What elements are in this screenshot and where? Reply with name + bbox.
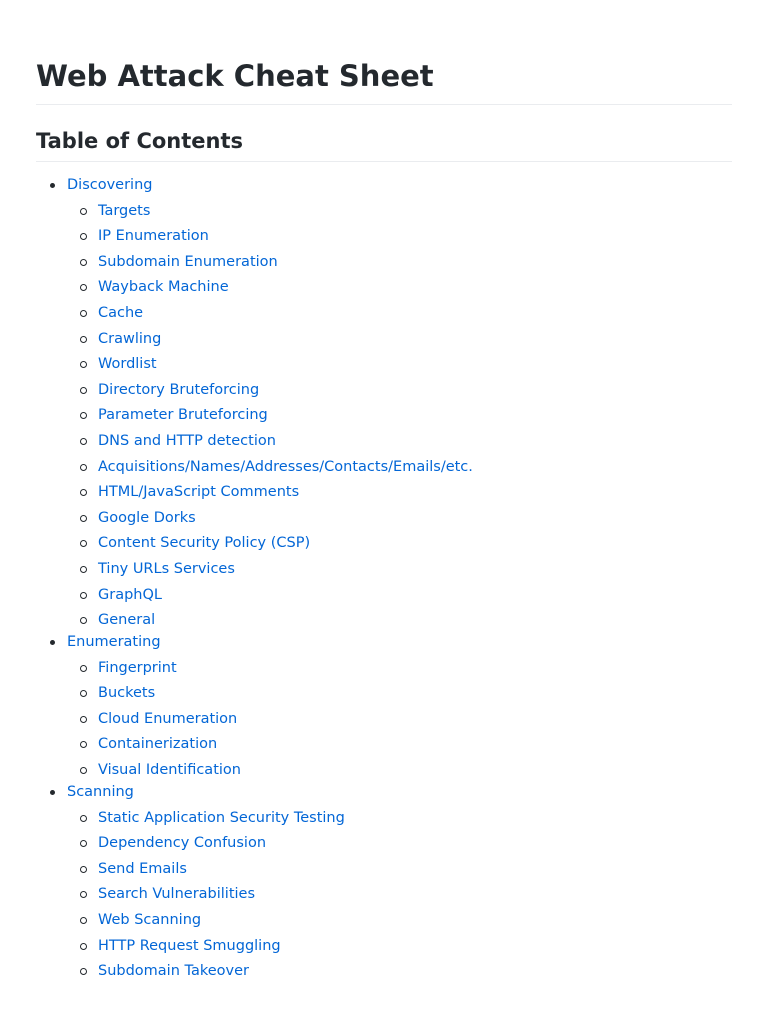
toc-subitem xyxy=(67,430,732,452)
circle-bullet-icon xyxy=(80,767,87,774)
circle-bullet-icon xyxy=(80,336,87,343)
circle-bullet-icon xyxy=(80,690,87,697)
toc-link[interactable]: Targets xyxy=(98,202,151,219)
toc-section xyxy=(36,631,732,781)
circle-bullet-icon xyxy=(80,412,87,419)
toc-subitem xyxy=(67,708,732,730)
circle-bullet-icon xyxy=(80,592,87,599)
toc-subitem xyxy=(67,832,732,854)
toc-subitem xyxy=(67,960,732,982)
toc-subitem xyxy=(67,682,732,704)
toc-subitem xyxy=(67,481,732,503)
circle-bullet-icon xyxy=(80,233,87,240)
toc-link[interactable]: Content Security Policy (CSP) xyxy=(98,535,311,552)
circle-bullet-icon xyxy=(80,515,87,522)
toc-subitem xyxy=(67,251,732,273)
toc-subitem xyxy=(67,759,732,781)
circle-bullet-icon xyxy=(80,617,87,624)
circle-bullet-icon xyxy=(80,665,87,672)
toc-link[interactable]: Crawling xyxy=(98,330,162,347)
toc-subitem xyxy=(67,807,732,829)
circle-bullet-icon xyxy=(80,259,87,266)
toc-subitem xyxy=(67,657,732,679)
circle-bullet-icon xyxy=(80,716,87,723)
toc-link-scanning[interactable]: Scanning xyxy=(67,784,134,801)
circle-bullet-icon xyxy=(80,968,87,975)
circle-bullet-icon xyxy=(80,310,87,317)
toc-link[interactable]: Buckets xyxy=(98,685,156,702)
toc-subitem xyxy=(67,558,732,580)
circle-bullet-icon xyxy=(80,840,87,847)
bullet-icon xyxy=(50,183,55,188)
toc-subitem xyxy=(67,507,732,529)
bullet-icon xyxy=(50,790,55,795)
toc-link[interactable]: Subdomain Enumeration xyxy=(98,253,278,270)
toc-link[interactable]: Tiny URLs Services xyxy=(98,560,235,577)
toc-heading: Table of Contents xyxy=(36,105,732,162)
toc-subitem xyxy=(67,609,732,631)
toc-link[interactable]: Acquisitions/Names/Addresses/Contacts/Emails/etc. xyxy=(98,458,473,475)
toc-subitem xyxy=(67,733,732,755)
toc-link[interactable]: Fingerprint xyxy=(98,659,177,676)
bullet-icon xyxy=(50,640,55,645)
toc-link[interactable]: Dependency Confusion xyxy=(98,835,267,852)
toc-link[interactable]: Wordlist xyxy=(98,356,157,373)
toc-link[interactable]: IP Enumeration xyxy=(98,228,209,245)
circle-bullet-icon xyxy=(80,943,87,950)
toc-subitem xyxy=(67,225,732,247)
toc-link[interactable]: Google Dorks xyxy=(98,509,196,526)
toc-link[interactable]: Cache xyxy=(98,304,144,321)
toc-link[interactable]: DNS and HTTP detection xyxy=(98,432,276,449)
circle-bullet-icon xyxy=(80,866,87,873)
toc-link[interactable]: Static Application Security Testing xyxy=(98,809,345,826)
toc-subitem xyxy=(67,883,732,905)
circle-bullet-icon xyxy=(80,540,87,547)
circle-bullet-icon xyxy=(80,387,87,394)
toc-link[interactable]: Send Emails xyxy=(98,860,187,877)
toc-link[interactable]: Wayback Machine xyxy=(98,279,229,296)
toc-subitem xyxy=(67,456,732,478)
page-title: Web Attack Cheat Sheet xyxy=(36,0,732,105)
circle-bullet-icon xyxy=(80,208,87,215)
toc-sublist xyxy=(67,657,732,781)
toc-link[interactable]: Containerization xyxy=(98,736,218,753)
circle-bullet-icon xyxy=(80,284,87,291)
toc-link-discovering[interactable]: Discovering xyxy=(67,177,153,193)
toc-section xyxy=(36,174,732,631)
toc-subitem xyxy=(67,353,732,375)
toc-link[interactable]: General xyxy=(98,612,156,629)
toc-subitem xyxy=(67,584,732,606)
toc-link[interactable]: Web Scanning xyxy=(98,912,202,929)
toc-subitem xyxy=(67,909,732,931)
toc-link[interactable]: Search Vulnerabilities xyxy=(98,886,256,903)
toc-subitem xyxy=(67,404,732,426)
circle-bullet-icon xyxy=(80,815,87,822)
toc-link[interactable]: HTTP Request Smuggling xyxy=(98,937,281,954)
circle-bullet-icon xyxy=(80,566,87,573)
toc-subitem xyxy=(67,200,732,222)
toc-sublist xyxy=(67,200,732,632)
table-of-contents xyxy=(36,174,732,982)
toc-link[interactable]: HTML/JavaScript Comments xyxy=(98,484,300,501)
toc-subitem xyxy=(67,935,732,957)
toc-link[interactable]: Visual Identification xyxy=(98,762,241,779)
toc-link[interactable]: GraphQL xyxy=(98,586,162,603)
toc-link[interactable]: Parameter Bruteforcing xyxy=(98,407,268,424)
circle-bullet-icon xyxy=(80,464,87,471)
circle-bullet-icon xyxy=(80,361,87,368)
toc-link[interactable]: Directory Bruteforcing xyxy=(98,381,260,398)
toc-link-enumerating[interactable]: Enumerating xyxy=(67,634,161,651)
toc-section xyxy=(36,781,732,982)
toc-subitem xyxy=(67,379,732,401)
toc-subitem xyxy=(67,328,732,350)
circle-bullet-icon xyxy=(80,438,87,445)
toc-subitem xyxy=(67,302,732,324)
toc-subitem xyxy=(67,858,732,880)
circle-bullet-icon xyxy=(80,489,87,496)
toc-subitem xyxy=(67,276,732,298)
toc-link[interactable]: Subdomain Takeover xyxy=(98,963,249,980)
circle-bullet-icon xyxy=(80,917,87,924)
toc-link[interactable]: Cloud Enumeration xyxy=(98,710,238,727)
toc-sublist xyxy=(67,807,732,983)
toc-subitem xyxy=(67,532,732,554)
circle-bullet-icon xyxy=(80,741,87,748)
circle-bullet-icon xyxy=(80,891,87,898)
